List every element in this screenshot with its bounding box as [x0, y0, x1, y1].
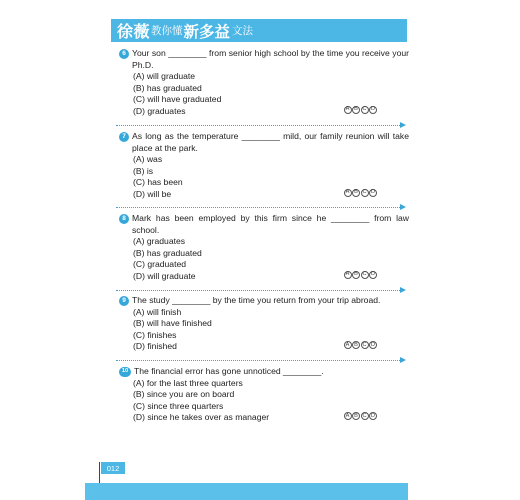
answer-circle-b[interactable]: B [352, 106, 360, 114]
answer-circle-b[interactable]: B [352, 189, 360, 197]
option-a[interactable]: (A) for the last three quarters [133, 377, 243, 388]
question-number-badge: 10 [119, 367, 131, 377]
answer-circle-b[interactable]: B [352, 271, 360, 279]
option-c[interactable]: (C) has been [133, 177, 183, 188]
dotted-separator [116, 125, 400, 126]
arrow-right-icon [400, 204, 406, 210]
option-c[interactable]: (C) graduated [133, 259, 187, 270]
option-d[interactable]: (D) will graduate [133, 270, 196, 281]
question-8 [119, 213, 409, 283]
question-10 [119, 366, 409, 424]
question-7 [119, 131, 409, 201]
question-9 [119, 295, 409, 353]
answer-circle-a[interactable]: A [344, 341, 352, 349]
page-divider-line [99, 462, 100, 483]
question-stem: The financial error has gone unnoticed ________. [134, 366, 324, 376]
question-stem: The study ________ by the time you return from your trip abroad. [132, 295, 381, 305]
dotted-separator [116, 207, 400, 208]
question-6 [119, 48, 409, 118]
question-number-badge: 8 [119, 214, 129, 224]
footer-bar [85, 483, 408, 500]
answer-circle-b[interactable]: B [352, 341, 360, 349]
answer-circles [343, 412, 377, 424]
question-number-badge: 7 [119, 132, 129, 142]
answer-circles [343, 341, 377, 353]
arrow-right-icon [400, 287, 406, 293]
question-number-badge: 6 [119, 49, 129, 59]
answer-circle-d[interactable]: D [370, 341, 376, 348]
answer-circle-c[interactable]: C [362, 106, 367, 113]
answer-circles [343, 189, 377, 201]
question-stem: Your son ________ from senior high school by the time you receive your Ph.D. [132, 48, 409, 70]
answer-circles [343, 106, 377, 118]
question-stem: As long as the temperature ________ mild, our family reunion will take place at the park. [132, 131, 409, 153]
answer-circle-c[interactable]: C [362, 341, 367, 348]
question-stem: Mark has been employed by this firm since he ________ from law school. [132, 213, 409, 235]
book-title: 新多益 [183, 23, 231, 41]
answer-circle-a[interactable]: A [344, 106, 352, 114]
option-a[interactable]: (A) will finish [133, 306, 182, 317]
option-b[interactable]: (B) since you are on board [133, 389, 235, 400]
header-subtitle: 教你懂 [151, 25, 183, 37]
option-c[interactable]: (C) will have graduated [133, 94, 222, 105]
answer-circle-d[interactable]: D [370, 189, 376, 196]
option-a[interactable]: (A) was [133, 154, 163, 165]
option-d[interactable]: (D) finished [133, 341, 177, 352]
option-d[interactable]: (D) since he takes over as manager [133, 412, 270, 423]
option-a[interactable]: (A) will graduate [133, 71, 196, 82]
answer-circle-d[interactable]: D [370, 271, 376, 278]
answer-circle-c[interactable]: C [362, 271, 367, 278]
answer-circle-d[interactable]: D [370, 106, 376, 113]
arrow-right-icon [400, 122, 406, 128]
author-name: 徐薇 [117, 24, 151, 41]
answer-circle-c[interactable]: C [362, 189, 367, 196]
option-b[interactable]: (B) has graduated [133, 82, 202, 93]
page-header [111, 19, 407, 42]
option-c[interactable]: (C) finishes [133, 329, 177, 340]
option-d[interactable]: (D) graduates [133, 105, 186, 116]
header-topic: 文法 [232, 25, 254, 37]
arrow-right-icon [400, 357, 406, 363]
answer-circles [343, 271, 377, 283]
option-b[interactable]: (B) is [133, 165, 154, 176]
option-d[interactable]: (D) will be [133, 188, 172, 199]
dotted-separator [116, 290, 400, 291]
option-b[interactable]: (B) has graduated [133, 247, 202, 258]
answer-circle-a[interactable]: A [344, 412, 352, 420]
option-c[interactable]: (C) since three quarters [133, 400, 224, 411]
option-a[interactable]: (A) graduates [133, 236, 186, 247]
answer-circle-a[interactable]: A [344, 271, 352, 279]
option-b[interactable]: (B) will have finished [133, 318, 212, 329]
question-number-badge: 9 [119, 296, 129, 306]
page-number: 012 [101, 462, 125, 474]
answer-circle-c[interactable]: C [362, 412, 367, 419]
answer-circle-d[interactable]: D [370, 412, 376, 419]
answer-circle-b[interactable]: B [352, 412, 360, 420]
dotted-separator [116, 360, 400, 361]
answer-circle-a[interactable]: A [344, 189, 352, 197]
